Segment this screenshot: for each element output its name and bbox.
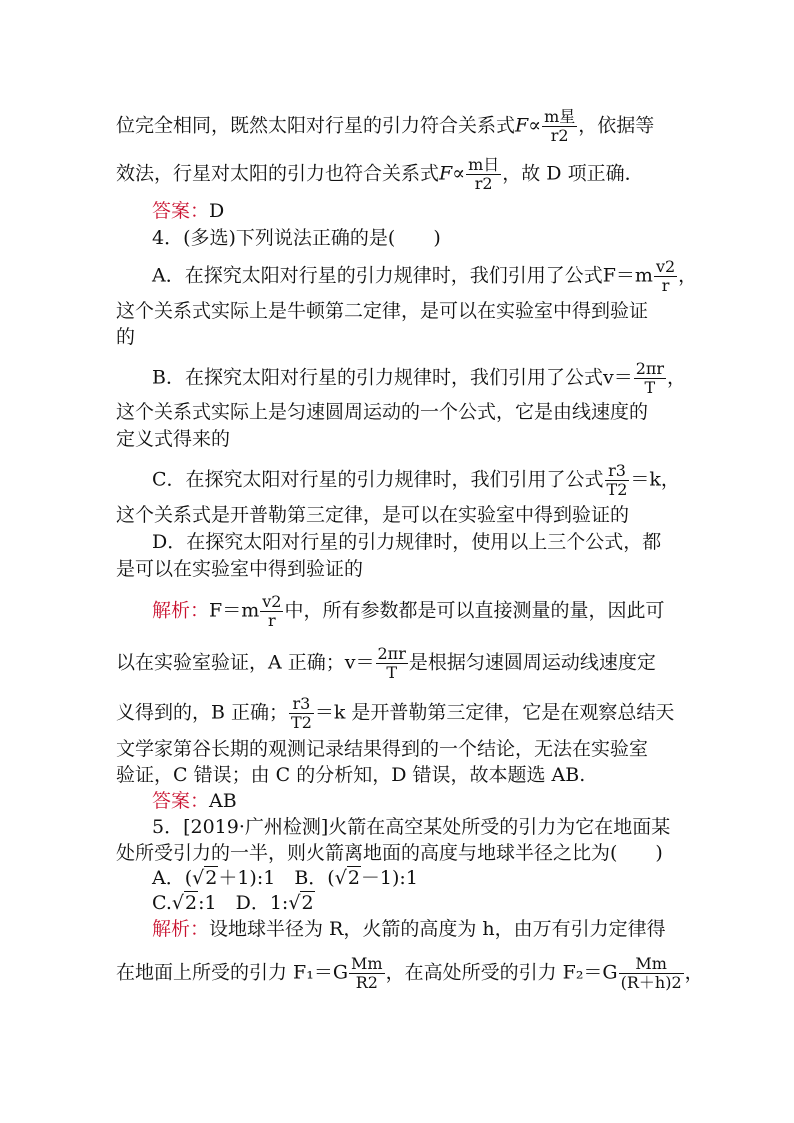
text: 位完全相同，既然太阳对行星的引力符合关系式 [116,114,516,137]
analysis-label: 解析： [152,918,210,940]
q4-option-a: A．在探究太阳对行星的引力规律时，我们引用了公式F＝m $\frac{v2}{r}$ ， [152,257,698,295]
fraction: $\frac{v2}{r}$ [655,257,676,295]
q4-option-b-line-2: 这个关系式实际上是匀速圆周运动的一个公式，它是由线速度的 [116,401,649,423]
q3-line-1: 位完全相同，既然太阳对行星的引力符合关系式F∝ $\frac{\text{m星}}{r2}$ ，依据等 [116,107,655,145]
q4-analysis-line-1: 解析：F＝m $\frac{v2}{r}$ 中，所有参数都是可以直接测量的量，因此可 [152,592,665,630]
fraction: $\frac{r3}{T2}$ [291,694,312,732]
q4-option-c-line-2: 这个关系式是开普勒第三定律，是可以在实验室中得到验证的 [116,504,630,526]
q4-option-d: D．在探究太阳对行星的引力规律时，使用以上三个公式，都 [152,531,662,553]
fraction: $\frac{2\pi r}{T}$ [635,359,665,397]
q3-answer [152,199,224,223]
q4-analysis-line-2: 以在实验室验证，A 正确；v＝ $\frac{2\pi r}{T}$ 是根据匀速圆周运动线速度定 [116,644,656,682]
text: ，依据等 [578,114,655,137]
fraction: $\frac{v2}{r}$ [262,592,282,630]
q4-answer [152,789,237,813]
q5-options-cd: C.√2:1 D．1:√2 [152,892,314,914]
q5-stem-line-2: 处所受引力的一半，则火箭离地面的高度与地球半径之比为( ) [116,842,663,864]
analysis-label: 解析： [152,599,210,622]
q4-option-a-line-3: 的 [116,326,136,348]
q4-analysis-line-3: 义得到的，B 正确； $\frac{r3}{T2}$ ＝k 是开普勒第三定律，它是在观察总结天 [116,694,675,732]
q3-line-2: 效法，行星对太阳的引力也符合关系式F∝ $\frac{\text{m日}}{r2}$ ，故 D 项正确． [116,155,644,193]
fraction: $\frac{Mm}{R2}$ [351,954,383,992]
q4-option-a-line-2: 这个关系式实际上是牛顿第二定律，是可以在实验室中得到验证 [116,300,649,322]
q4-analysis-line-4: 文学家第谷长期的观测记录结果得到的一个结论，无法在实验室 [116,738,649,760]
answer-value: D [209,200,225,222]
text: 效法，行星对太阳的引力也符合关系式 [116,162,440,185]
text: ，故 D 项正确． [502,162,644,185]
q4-analysis-line-5: 验证，C 错误；由 C 的分析知，D 错误，故本题选 AB. [116,764,586,786]
answer-value: AB [209,790,237,812]
q4-option-b-line-3: 定义式得来的 [116,428,231,450]
q5-analysis-line-1: 解析：设地球半径为 R，火箭的高度为 h，由万有引力定律得 [152,918,666,940]
fraction: $\frac{\text{m星}}{r2}$ [544,107,576,145]
fraction: $\frac{Mm}{(R+h)2}$ [620,954,682,992]
answer-label: 答案： [152,790,210,812]
q4-option-d-line-2: 是可以在实验室中得到验证的 [116,558,364,580]
q4-option-b: B．在探究太阳对行星的引力规律时，我们引用了公式v＝ $\frac{2\pi r}{T}$ ， [152,359,687,397]
q4-option-c: C．在探究太阳对行星的引力规律时，我们引用了公式 $\frac{r3}{T2}$ ＝k， [152,461,680,499]
q4-stem: 4．(多选)下列说法正确的是( ) [152,227,441,249]
fraction: $\frac{2\pi r}{T}$ [377,644,406,682]
fraction: $\frac{r3}{T2}$ [606,461,628,499]
fraction: $\frac{\text{m日}}{r2}$ [468,155,500,193]
answer-label: 答案： [152,200,210,222]
q5-stem-line-1: 5．[2019·广州检测]火箭在高空某处所受的引力为它在地面某 [152,816,671,838]
q5-options-ab: A．(√2＋1):1 B．(√2－1):1 [152,867,418,889]
q5-analysis-line-2: 在地面上所受的引力 F₁＝G $\frac{Mm}{R2}$ ，在高处所受的引力 F₂＝G $\frac{Mm}{(R+h)2}$ ， [116,954,704,992]
